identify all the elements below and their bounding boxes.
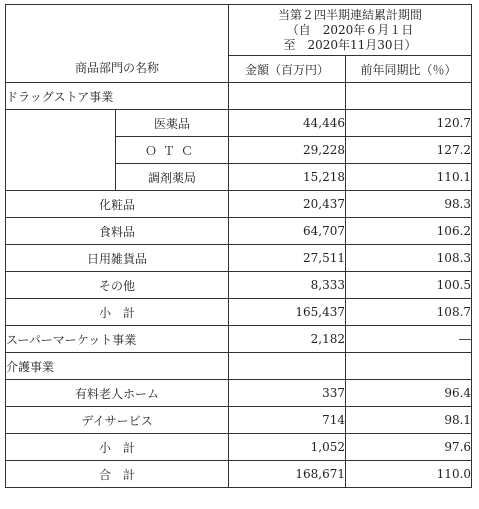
row-label: 調剤薬局 <box>116 164 229 191</box>
table-row-subtotal <box>6 299 472 326</box>
row-yoy: 98.1 <box>346 407 472 434</box>
row-label: 小 計 <box>6 434 229 461</box>
row-label: 合 計 <box>6 461 229 488</box>
table-row <box>6 272 472 299</box>
row-label: ドラッグストア事業 <box>6 83 229 110</box>
table-row-subtotal <box>6 434 472 461</box>
segment-sales-table <box>5 4 472 488</box>
row-amount: 168,671 <box>229 461 346 488</box>
row-amount: 714 <box>229 407 346 434</box>
row-amount: 165,437 <box>229 299 346 326</box>
indent-cell <box>6 110 116 191</box>
row-label: デイサービス <box>6 407 229 434</box>
row-amount: 2,182 <box>229 326 346 353</box>
table-row <box>6 218 472 245</box>
header-yoy: 前年同期比（％） <box>346 56 472 83</box>
row-label: ＯＴＣ <box>116 137 229 164</box>
table-row <box>6 83 472 110</box>
row-yoy: 108.7 <box>346 299 472 326</box>
period-title: 当第２四半期連結累計期間 <box>278 7 423 22</box>
table-row <box>6 245 472 272</box>
header-name-label: 商品部門の名称 <box>75 61 160 75</box>
row-yoy: 110.1 <box>346 164 472 191</box>
row-amount: 20,437 <box>229 191 346 218</box>
row-label: 日用雑貨品 <box>6 245 229 272</box>
table-row-total <box>6 461 472 488</box>
row-yoy <box>346 353 472 380</box>
row-yoy: 108.3 <box>346 245 472 272</box>
row-amount: 64,707 <box>229 218 346 245</box>
row-yoy: 120.7 <box>346 110 472 137</box>
row-amount: 29,228 <box>229 137 346 164</box>
header-name-col <box>6 5 229 83</box>
row-yoy: 97.6 <box>346 434 472 461</box>
table-row <box>6 353 472 380</box>
row-amount <box>229 83 346 110</box>
row-label: 食料品 <box>6 218 229 245</box>
row-label: その他 <box>6 272 229 299</box>
table-row <box>6 407 472 434</box>
table-row <box>6 110 472 137</box>
row-yoy: 100.5 <box>346 272 472 299</box>
row-amount: 337 <box>229 380 346 407</box>
table-row <box>6 380 472 407</box>
header-period <box>229 5 472 56</box>
row-label: 小 計 <box>6 299 229 326</box>
row-amount: 27,511 <box>229 245 346 272</box>
row-amount <box>229 353 346 380</box>
row-yoy: 98.3 <box>346 191 472 218</box>
row-label: 介護事業 <box>6 353 229 380</box>
row-amount: 8,333 <box>229 272 346 299</box>
row-label: 医薬品 <box>116 110 229 137</box>
row-label: 化粧品 <box>6 191 229 218</box>
table-row <box>6 326 472 353</box>
row-yoy: 110.0 <box>346 461 472 488</box>
header-amount: 金額（百万円） <box>229 56 346 83</box>
row-amount: 44,446 <box>229 110 346 137</box>
row-yoy <box>346 83 472 110</box>
row-amount: 1,052 <box>229 434 346 461</box>
header-row-period <box>6 5 472 56</box>
row-yoy: 127.2 <box>346 137 472 164</box>
period-to: 至 2020年11月30日） <box>283 37 417 52</box>
row-yoy: 96.4 <box>346 380 472 407</box>
row-label: スーパーマーケット事業 <box>6 326 229 353</box>
row-yoy: ― <box>346 326 472 353</box>
row-label: 有料老人ホーム <box>6 380 229 407</box>
table-row <box>6 191 472 218</box>
row-amount: 15,218 <box>229 164 346 191</box>
row-yoy: 106.2 <box>346 218 472 245</box>
period-from: （自 2020年６月１日 <box>286 22 414 37</box>
